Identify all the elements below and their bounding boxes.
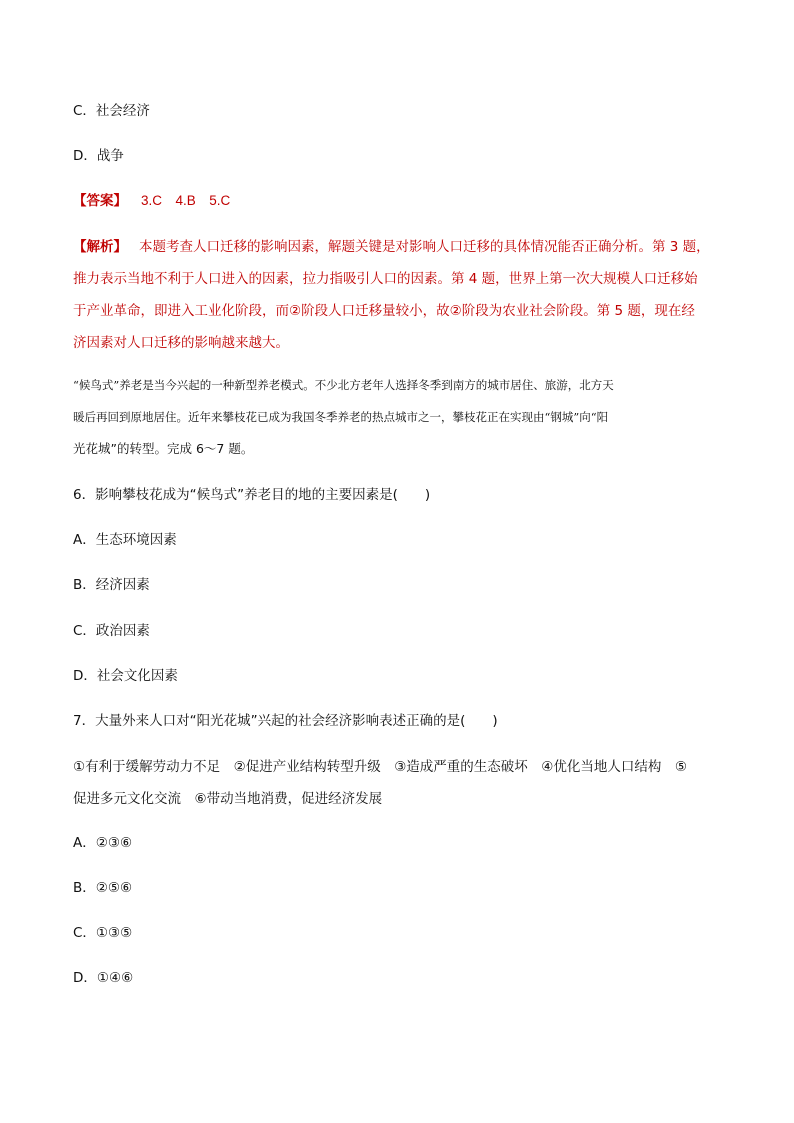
analysis-text-4: 济因素对人口迁移的影响越来越大。 [73,335,289,351]
q6-option-a: A．生态环境因素 [73,532,177,548]
analysis-text-3: 于产业革命，即进入工业化阶段，而②阶段人口迁移量较小，故②阶段为农业社会阶段。第 5 题，现在经 [73,303,695,319]
q7-items-line-1: ①有利于缓解劳动力不足 ②促进产业结构转型升级 ③造成严重的生态破坏 ④优化当地人口结构 ⑤ [73,759,688,775]
answer-text: 3.C 4.B 5.C [141,193,231,208]
q7-option-a: A．②③⑥ [73,835,133,851]
q6-option-c: C．政治因素 [73,623,150,639]
passage-line-1: “候鸟式”养老是当今兴起的一种新型养老模式。不少北方老年人选择冬季到南方的城市居住、旅游，北方天 [73,378,614,392]
q7-option-c: C．①③⑤ [73,925,133,941]
answer-tag: 【答案】 [73,193,127,209]
passage-line-3: 光花城”的转型。完成 6～7 题。 [73,441,254,456]
q7-option-b: B．②⑤⑥ [73,880,133,896]
analysis-text-2: 推力表示当地不利于人口进入的因素，拉力指吸引人口的因素。第 4 题，世界上第一次大规模人口迁移始 [73,271,698,287]
q5-option-c: C．社会经济 [73,103,150,119]
q5-option-d: D．战争 [73,148,124,164]
q6-stem: 6．影响攀枝花成为“候鸟式”养老目的地的主要因素是( ) [73,487,431,503]
q7-items-line-2: 促进多元文化交流 ⑥带动当地消费，促进经济发展 [73,791,383,807]
q7-stem: 7．大量外来人口对“阳光花城”兴起的社会经济影响表述正确的是( ) [73,713,498,729]
q6-option-d: D．社会文化因素 [73,668,178,684]
analysis-tag: 【解析】 [73,239,127,255]
answer-line [73,191,230,211]
passage-line-2: 暖后再回到原地居住。近年来攀枝花已成为我国冬季养老的热点城市之一，攀枝花正在实现由“钢城”向“阳 [73,410,609,424]
analysis-line-1 [73,237,710,257]
analysis-text-1: 本题考查人口迁移的影响因素，解题关键是对影响人口迁移的具体情况能否正确分析。第 3 题， [139,239,710,255]
q7-option-d: D．①④⑥ [73,970,134,986]
q6-option-b: B．经济因素 [73,577,150,593]
